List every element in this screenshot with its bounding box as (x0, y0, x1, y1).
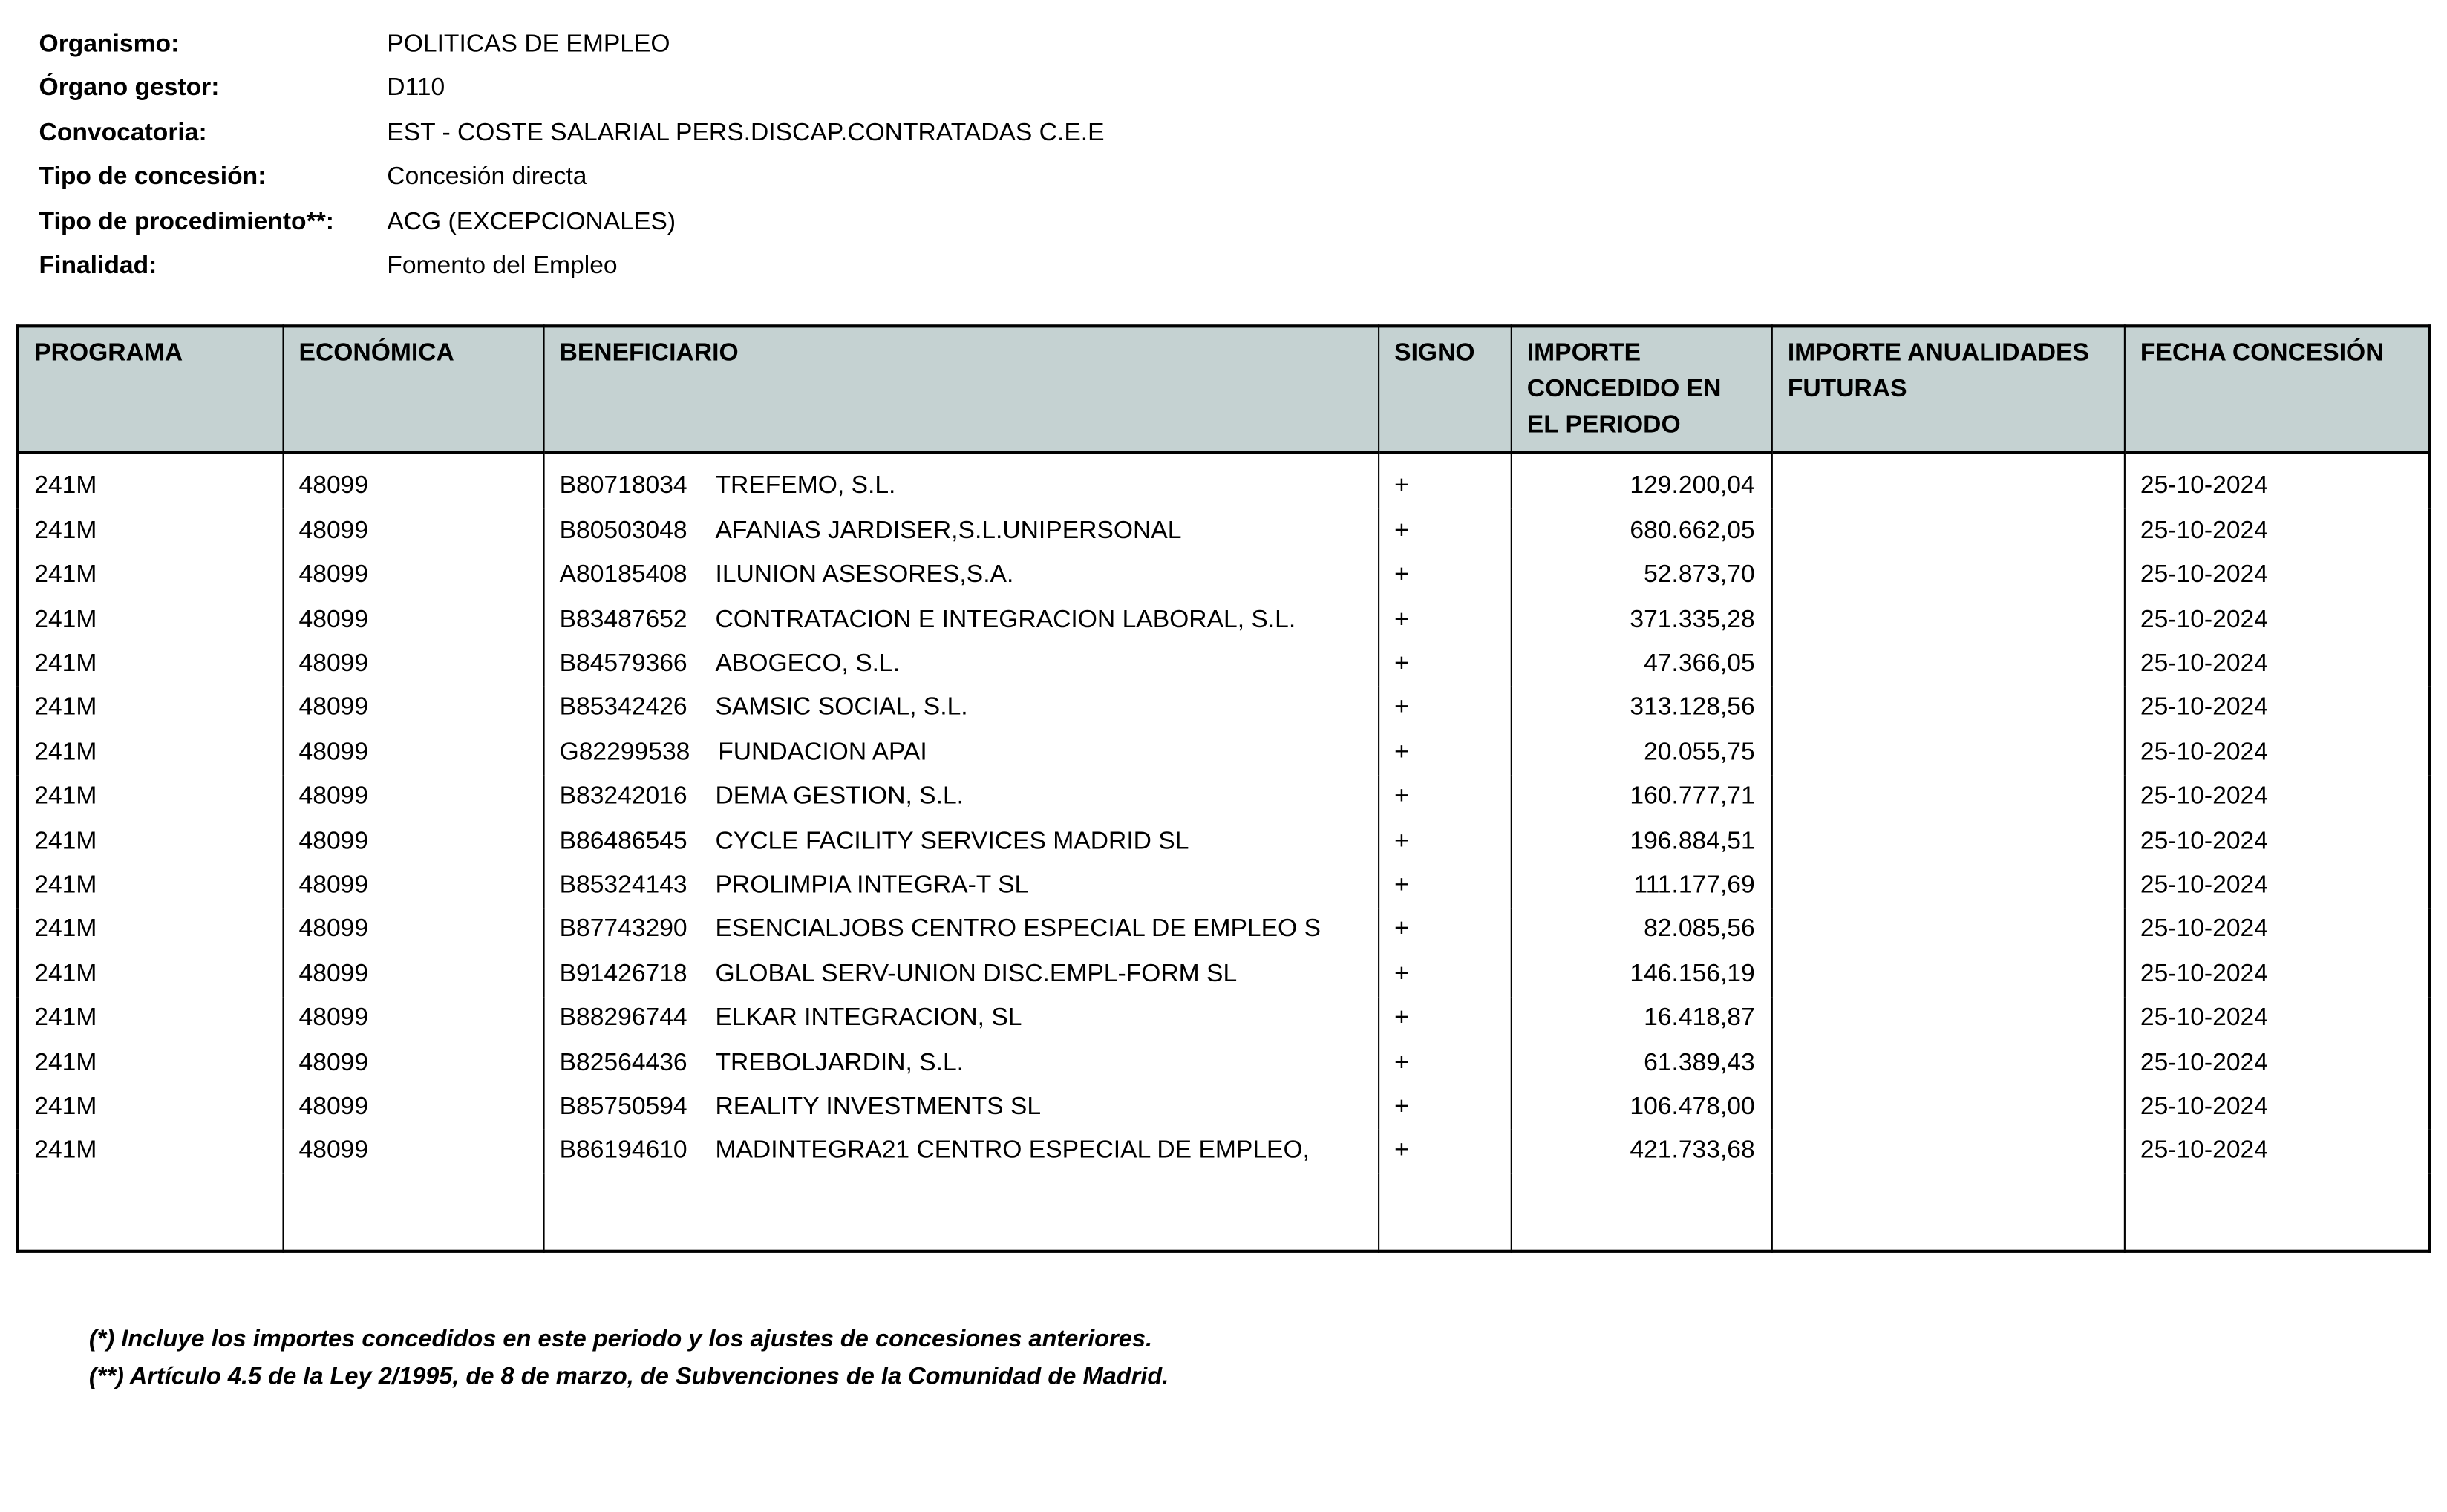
signo-cell: + (1378, 952, 1511, 997)
meta-field-row (39, 245, 2447, 289)
meta-label-tipo-concesion: Tipo de concesión: (39, 164, 267, 191)
importe-futuras-cell (1771, 1041, 2124, 1085)
beneficiario-name: ELKAR INTEGRACION, SL (715, 1004, 1022, 1032)
importe-periodo-cell: 82.085,56 (1511, 908, 1771, 952)
beneficiario-nif: B86194610 (559, 1137, 687, 1165)
beneficiario-nif: B80718034 (559, 473, 687, 500)
programa-cell: 241M (17, 908, 282, 952)
programa-cell: 241M (17, 686, 282, 730)
programa-cell: 241M (17, 453, 282, 508)
importe-periodo-cell: 111.177,69 (1511, 863, 1771, 908)
filler-row (17, 1174, 2430, 1251)
economica-cell: 48099 (282, 1129, 543, 1174)
table-row (17, 1041, 2430, 1085)
fecha-concesion-cell: 25-10-2024 (2124, 1085, 2430, 1130)
beneficiario-cell (543, 598, 1378, 642)
beneficiario-name: PROLIMPIA INTEGRA-T SL (715, 871, 1029, 899)
beneficiario-nif: B88296744 (559, 1004, 687, 1032)
programa-cell: 241M (17, 730, 282, 775)
programa-cell: 241M (17, 509, 282, 554)
header-beneficiario: BENEFICIARIO (543, 327, 1378, 453)
importe-periodo-cell: 52.873,70 (1511, 553, 1771, 598)
footnotes (89, 1322, 2447, 1395)
fecha-concesion-cell: 25-10-2024 (2124, 1129, 2430, 1174)
beneficiario-name: TREFEMO, S.L. (715, 473, 896, 500)
beneficiario-nif: B84579366 (559, 650, 687, 678)
importe-periodo-cell: 146.156,19 (1511, 952, 1771, 997)
signo-cell: + (1378, 1041, 1511, 1085)
signo-cell: + (1378, 1085, 1511, 1130)
beneficiario-cell (543, 1041, 1378, 1085)
table-row (17, 775, 2430, 819)
signo-cell: + (1378, 775, 1511, 819)
importe-futuras-cell (1771, 1085, 2124, 1130)
signo-cell: + (1378, 686, 1511, 730)
table-row (17, 730, 2430, 775)
economica-cell: 48099 (282, 819, 543, 863)
beneficiario-cell (543, 642, 1378, 687)
fecha-concesion-cell: 25-10-2024 (2124, 453, 2430, 508)
economica-cell: 48099 (282, 908, 543, 952)
programa-cell: 241M (17, 952, 282, 997)
beneficiario-cell (543, 908, 1378, 952)
programa-cell: 241M (17, 996, 282, 1041)
beneficiario-cell (543, 730, 1378, 775)
table-row (17, 996, 2430, 1041)
importe-futuras-cell (1771, 996, 2124, 1041)
signo-cell: + (1378, 553, 1511, 598)
fecha-concesion-cell: 25-10-2024 (2124, 819, 2430, 863)
meta-field-row (39, 157, 2447, 201)
beneficiario-name: SAMSIC SOCIAL, S.L. (715, 695, 968, 721)
economica-cell: 48099 (282, 1085, 543, 1130)
economica-cell: 48099 (282, 642, 543, 687)
programa-cell: 241M (17, 819, 282, 863)
fecha-concesion-cell: 25-10-2024 (2124, 775, 2430, 819)
importe-futuras-cell (1771, 598, 2124, 642)
beneficiario-name: CYCLE FACILITY SERVICES MADRID SL (715, 828, 1189, 854)
importe-futuras-cell (1771, 642, 2124, 687)
beneficiario-nif: B86486545 (559, 828, 687, 854)
economica-cell: 48099 (282, 730, 543, 775)
fecha-concesion-cell: 25-10-2024 (2124, 863, 2430, 908)
beneficiario-cell (543, 1085, 1378, 1130)
beneficiario-name: MADINTEGRA21 CENTRO ESPECIAL DE EMPLEO, (715, 1137, 1310, 1165)
programa-cell: 241M (17, 775, 282, 819)
meta-value-finalidad: Fomento del Empleo (387, 252, 618, 280)
economica-cell: 48099 (282, 1041, 543, 1085)
importe-futuras-cell (1771, 730, 2124, 775)
beneficiario-name: FUNDACION APAI (718, 739, 927, 766)
economica-cell: 48099 (282, 553, 543, 598)
signo-cell: + (1378, 453, 1511, 508)
meta-value-convocatoria: EST - COSTE SALARIAL PERS.DISCAP.CONTRATADAS C.E.E (387, 120, 1105, 147)
meta-value-organo-gestor: D110 (387, 75, 445, 102)
table-row (17, 598, 2430, 642)
header-signo: SIGNO (1378, 327, 1511, 453)
table-row (17, 453, 2430, 508)
fecha-concesion-cell: 25-10-2024 (2124, 996, 2430, 1041)
filler-cell (543, 1174, 1378, 1251)
importe-periodo-cell: 61.389,43 (1511, 1041, 1771, 1085)
importe-futuras-cell (1771, 686, 2124, 730)
signo-cell: + (1378, 598, 1511, 642)
fecha-concesion-cell: 25-10-2024 (2124, 598, 2430, 642)
beneficiario-cell (543, 553, 1378, 598)
beneficiario-nif: B85342426 (559, 695, 687, 721)
programa-cell: 241M (17, 598, 282, 642)
fecha-concesion-cell: 25-10-2024 (2124, 509, 2430, 554)
economica-cell: 48099 (282, 509, 543, 554)
programa-cell: 241M (17, 1085, 282, 1130)
importe-futuras-cell (1771, 775, 2124, 819)
fecha-concesion-cell: 25-10-2024 (2124, 908, 2430, 952)
economica-cell: 48099 (282, 863, 543, 908)
programa-cell: 241M (17, 1041, 282, 1085)
meta-field-row (39, 200, 2447, 245)
importe-futuras-cell (1771, 908, 2124, 952)
beneficiario-nif: B85324143 (559, 871, 687, 899)
fecha-concesion-cell: 25-10-2024 (2124, 1041, 2430, 1085)
fecha-concesion-cell: 25-10-2024 (2124, 642, 2430, 687)
importe-periodo-cell: 371.335,28 (1511, 598, 1771, 642)
economica-cell: 48099 (282, 996, 543, 1041)
beneficiario-name: GLOBAL SERV-UNION DISC.EMPL-FORM SL (715, 960, 1238, 988)
meta-value-organismo: POLITICAS DE EMPLEO (387, 31, 670, 58)
beneficiario-nif: B85750594 (559, 1093, 687, 1121)
signo-cell: + (1378, 908, 1511, 952)
table-row (17, 1085, 2430, 1130)
economica-cell: 48099 (282, 598, 543, 642)
table-row (17, 509, 2430, 554)
programa-cell: 241M (17, 642, 282, 687)
meta-label-finalidad: Finalidad: (39, 252, 157, 280)
beneficiario-cell (543, 819, 1378, 863)
importe-periodo-cell: 47.366,05 (1511, 642, 1771, 687)
filler-cell (1511, 1174, 1771, 1251)
beneficiario-name: ESENCIALJOBS CENTRO ESPECIAL DE EMPLEO S (715, 916, 1321, 943)
beneficiario-cell (543, 952, 1378, 997)
header-importe-periodo: IMPORTE CONCEDIDO EN EL PERIODO (1511, 327, 1771, 453)
beneficiario-cell (543, 1129, 1378, 1174)
filler-cell (17, 1174, 282, 1251)
fecha-concesion-cell: 25-10-2024 (2124, 952, 2430, 997)
meta-label-tipo-procedimiento: Tipo de procedimiento**: (39, 208, 334, 235)
beneficiario-nif: A80185408 (559, 562, 687, 589)
meta-label-organo-gestor: Órgano gestor: (39, 75, 220, 102)
filler-cell (282, 1174, 543, 1251)
programa-cell: 241M (17, 553, 282, 598)
economica-cell: 48099 (282, 775, 543, 819)
signo-cell: + (1378, 509, 1511, 554)
beneficiario-nif: B80503048 (559, 517, 687, 545)
table-header (17, 327, 2430, 453)
meta-label-organismo: Organismo: (39, 31, 180, 58)
beneficiario-cell (543, 775, 1378, 819)
programa-cell: 241M (17, 863, 282, 908)
meta-field-row (39, 24, 2447, 68)
grants-table (16, 325, 2431, 1253)
beneficiario-cell (543, 863, 1378, 908)
importe-periodo-cell: 313.128,56 (1511, 686, 1771, 730)
table-header-row (17, 327, 2430, 453)
fecha-concesion-cell: 25-10-2024 (2124, 553, 2430, 598)
economica-cell: 48099 (282, 453, 543, 508)
meta-block (0, 0, 2447, 289)
signo-cell: + (1378, 1129, 1511, 1174)
table-row (17, 863, 2430, 908)
beneficiario-name: DEMA GESTION, S.L. (715, 783, 964, 811)
table-body (17, 453, 2430, 1251)
economica-cell: 48099 (282, 686, 543, 730)
beneficiario-name: AFANIAS JARDISER,S.L.UNIPERSONAL (715, 517, 1182, 545)
importe-futuras-cell (1771, 863, 2124, 908)
importe-periodo-cell: 196.884,51 (1511, 819, 1771, 863)
importe-periodo-cell: 680.662,05 (1511, 509, 1771, 554)
signo-cell: + (1378, 730, 1511, 775)
table-row (17, 686, 2430, 730)
beneficiario-nif: B87743290 (559, 916, 687, 943)
importe-futuras-cell (1771, 553, 2124, 598)
table-row (17, 553, 2430, 598)
table-row (17, 819, 2430, 863)
filler-cell (1771, 1174, 2124, 1251)
fecha-concesion-cell: 25-10-2024 (2124, 730, 2430, 775)
signo-cell: + (1378, 863, 1511, 908)
beneficiario-nif: B83242016 (559, 783, 687, 811)
beneficiario-nif: B82564436 (559, 1049, 687, 1076)
meta-value-tipo-procedimiento: ACG (EXCEPCIONALES) (387, 208, 676, 235)
importe-futuras-cell (1771, 509, 2124, 554)
table-row (17, 1129, 2430, 1174)
signo-cell: + (1378, 819, 1511, 863)
table-row (17, 908, 2430, 952)
beneficiario-cell (543, 453, 1378, 508)
table-row (17, 642, 2430, 687)
importe-periodo-cell: 160.777,71 (1511, 775, 1771, 819)
beneficiario-name: ABOGECO, S.L. (715, 650, 901, 678)
table-row (17, 952, 2430, 997)
importe-futuras-cell (1771, 819, 2124, 863)
beneficiario-nif: B83487652 (559, 606, 687, 633)
header-importe-futuras: IMPORTE ANUALIDADES FUTURAS (1771, 327, 2124, 453)
header-fecha-concesion: FECHA CONCESIÓN (2124, 327, 2430, 453)
beneficiario-cell (543, 686, 1378, 730)
filler-cell (2124, 1174, 2430, 1251)
footnote-asterisk: (*) Incluye los importes concedidos en este periodo y los ajustes de concesiones anteriores. (88, 1326, 1153, 1353)
signo-cell: + (1378, 996, 1511, 1041)
beneficiario-name: REALITY INVESTMENTS SL (715, 1093, 1042, 1121)
beneficiario-name: CONTRATACION E INTEGRACION LABORAL, S.L. (715, 606, 1296, 633)
beneficiario-name: ILUNION ASESORES,S.A. (715, 562, 1014, 589)
beneficiario-nif: G82299538 (559, 739, 690, 766)
beneficiario-cell (543, 996, 1378, 1041)
importe-futuras-cell (1771, 952, 2124, 997)
meta-value-tipo-concesion: Concesión directa (387, 164, 587, 191)
importe-futuras-cell (1771, 1129, 2124, 1174)
economica-cell: 48099 (282, 952, 543, 997)
importe-periodo-cell: 16.418,87 (1511, 996, 1771, 1041)
importe-periodo-cell: 20.055,75 (1511, 730, 1771, 775)
beneficiario-name: TREBOLJARDIN, S.L. (715, 1049, 964, 1076)
programa-cell: 241M (17, 1129, 282, 1174)
filler-cell (1378, 1174, 1511, 1251)
beneficiario-cell (543, 509, 1378, 554)
meta-label-convocatoria: Convocatoria: (39, 120, 207, 147)
importe-periodo-cell: 129.200,04 (1511, 453, 1771, 508)
footnote-double-asterisk: (**) Artículo 4.5 de la Ley 2/1995, de 8 de marzo, de Subvenciones de la Comunidad de Madrid. (88, 1363, 1169, 1390)
header-programa: PROGRAMA (17, 327, 282, 453)
importe-periodo-cell: 421.733,68 (1511, 1129, 1771, 1174)
meta-field-row (39, 68, 2447, 112)
fecha-concesion-cell: 25-10-2024 (2124, 686, 2430, 730)
beneficiario-nif: B91426718 (559, 960, 687, 988)
header-economica: ECONÓMICA (282, 327, 543, 453)
importe-futuras-cell (1771, 453, 2124, 508)
meta-field-row (39, 112, 2447, 157)
signo-cell: + (1378, 642, 1511, 687)
importe-periodo-cell: 106.478,00 (1511, 1085, 1771, 1130)
